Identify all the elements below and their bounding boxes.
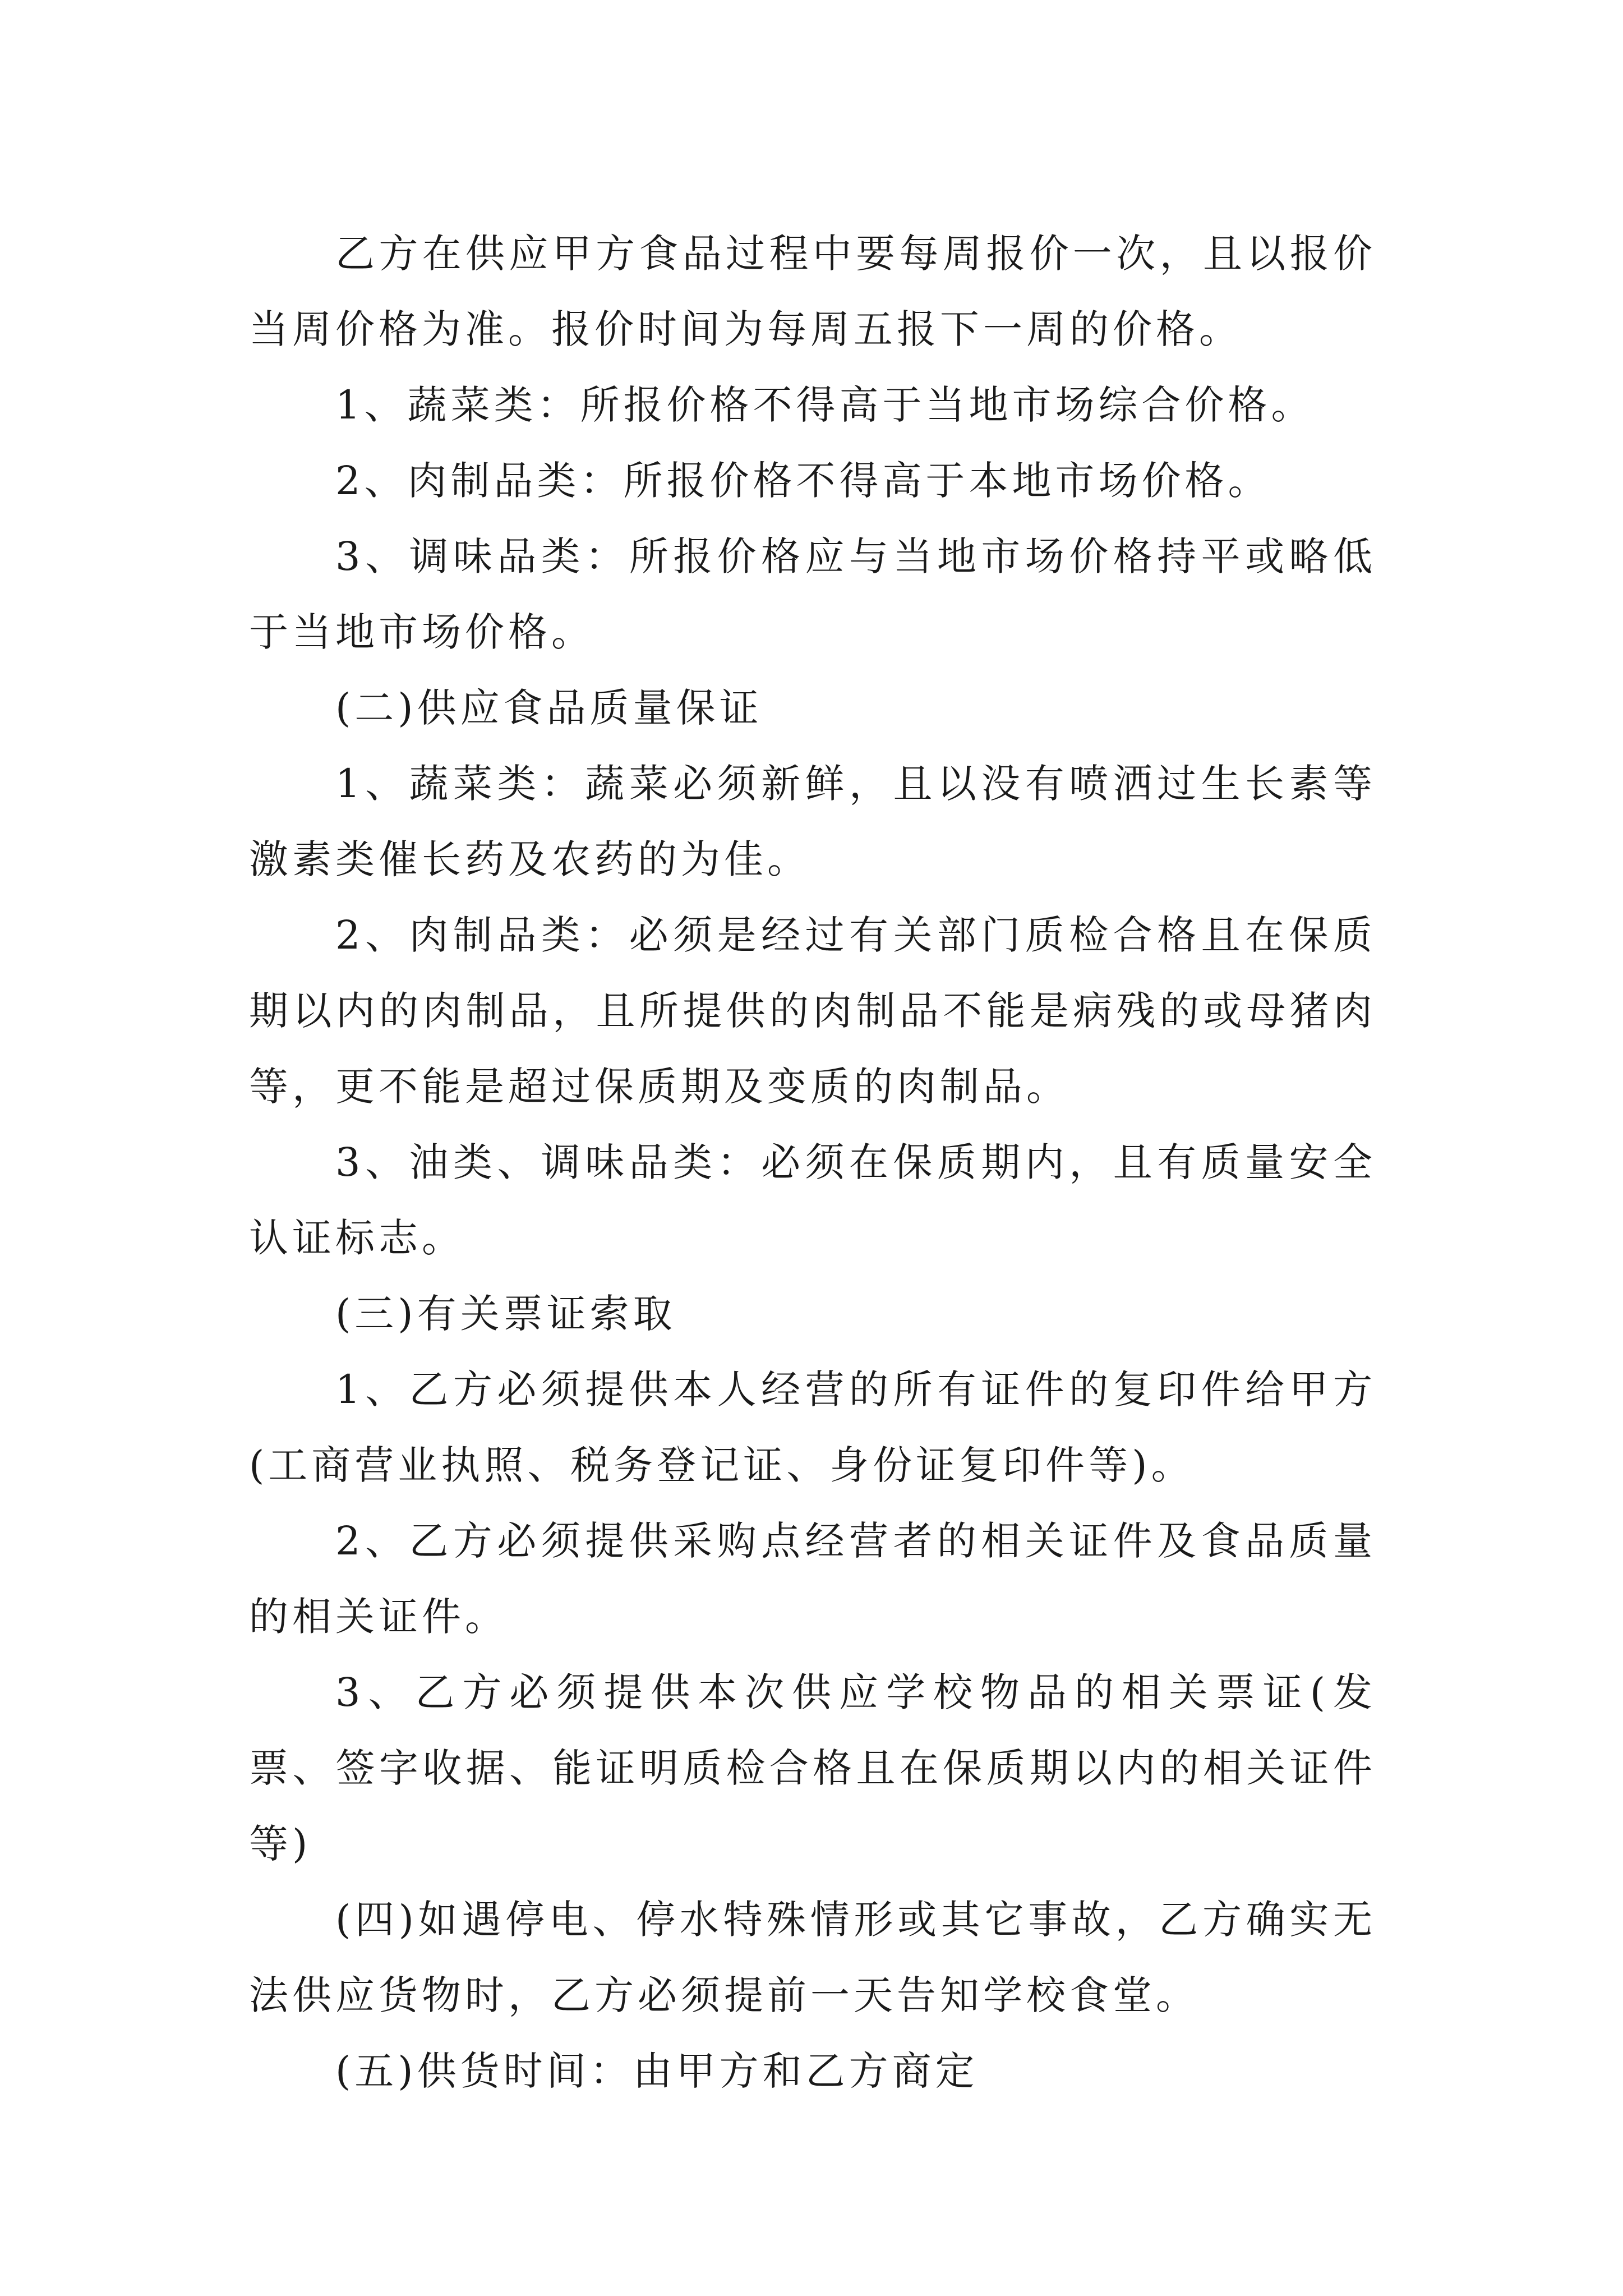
paragraph-documents-1: 1、乙方必须提供本人经营的所有证件的复印件给甲方(工商营业执照、税务登记证、身份证复印件等)。 <box>249 1366 1376 1488</box>
paragraph-oil-condiment-quality: 3、油类、调味品类：必须在保质期内，且有质量安全认证标志。 <box>249 1139 1376 1261</box>
paragraph-meat-pricing: 2、肉制品类：所报价格不得高于本地市场价格。 <box>335 458 1271 504</box>
paragraph-meat-quality: 2、肉制品类：必须是经过有关部门质检合格且在保质期以内的肉制品，且所提供的肉制品不能是病残的或母猪肉等，更不能是超过保质期及变质的肉制品。 <box>249 912 1376 1110</box>
section-outage-notice: (四)如遇停电、停水特殊情形或其它事故，乙方确实无法供应货物时，乙方必须提前一天告知学校食堂。 <box>249 1897 1376 2018</box>
paragraph-documents-3: 3、乙方必须提供本次供应学校物品的相关票证(发票、签字收据、能证明质检合格且在保质期以内的相关证件等) <box>249 1669 1376 1867</box>
paragraph-vegetable-quality: 1、蔬菜类：蔬菜必须新鲜，且以没有喷洒过生长素等激素类催长药及农药的为佳。 <box>249 761 1376 882</box>
document-body <box>249 216 1376 2109</box>
section-supply-time: (五)供货时间：由甲方和乙方商定 <box>335 2048 979 2094</box>
paragraph-documents-2: 2、乙方必须提供采购点经营者的相关证件及食品质量的相关证件。 <box>249 1518 1376 1640</box>
paragraph-vegetable-pricing: 1、蔬菜类：所报价格不得高于当地市场综合价格。 <box>335 382 1315 428</box>
section-heading-quality: (二)供应食品质量保证 <box>335 685 763 731</box>
section-heading-documents: (三)有关票证索取 <box>335 1291 676 1337</box>
paragraph-pricing-intro: 乙方在供应甲方食品过程中要每周报价一次，且以报价当周价格为准。报价时间为每周五报下一周的价格。 <box>249 231 1376 352</box>
paragraph-condiment-pricing: 3、调味品类：所报价格应与当地市场价格持平或略低于当地市场价格。 <box>249 533 1376 655</box>
